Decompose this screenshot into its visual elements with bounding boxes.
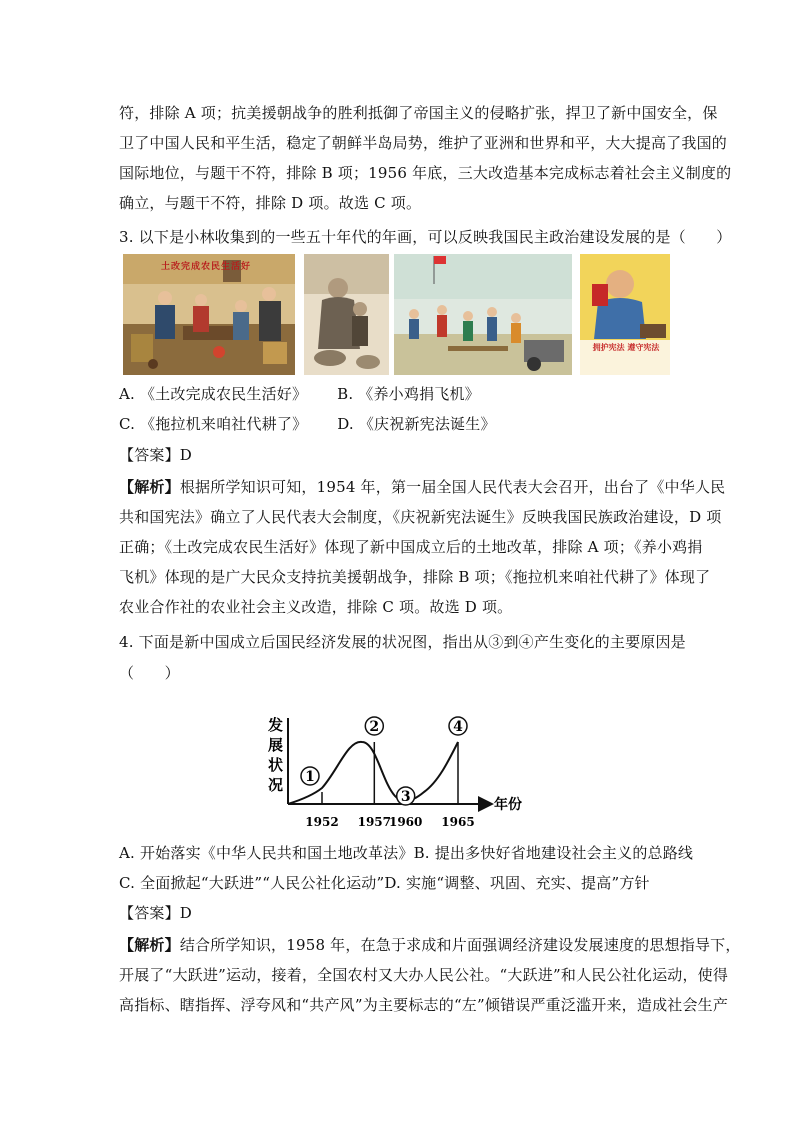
option-a-text: A. 《土改完成农民生活好》 xyxy=(119,385,308,403)
y-axis-label-char: 展 xyxy=(268,736,284,754)
y-axis-label xyxy=(267,716,283,794)
poster-land-reform-image xyxy=(123,254,295,375)
question-4-stem-blank: （ ） xyxy=(119,664,180,682)
text-line: 国际地位，与题干不符，排除 B 项；1956 年底，三大改造基本完成标志着社会主义制度的 xyxy=(119,164,732,182)
analysis-line: 高指标、瞎指挥、浮夸风和“共产风”为主要标志的“左”倾错误严重泛滥开来，造成社会生产 xyxy=(119,996,729,1014)
analysis-label: 【解析】 xyxy=(119,478,180,496)
point-label: 3 xyxy=(400,789,411,805)
poster-raise-chickens-image xyxy=(304,254,389,375)
poster-caption: 拥护宪法 遵守宪法 xyxy=(592,343,660,352)
option-a xyxy=(119,384,480,404)
option-d-text: D. 《庆祝新宪法诞生》 xyxy=(337,415,496,433)
y-axis-label-char: 况 xyxy=(268,776,284,794)
analysis-line xyxy=(119,477,725,497)
text-line: 卫了中国人民和平生活，稳定了朝鲜半岛局势，维护了亚洲和世界和平，大大提高了我国的 xyxy=(119,134,728,152)
poster-constitution-image xyxy=(580,254,670,375)
x-tick-label: 1952 xyxy=(305,815,339,829)
analysis-text: 根据所学知识可知，1954 年，第一届全国人民代表大会召开，出台了《中华人民 xyxy=(179,478,726,496)
economy-line-chart xyxy=(262,712,532,832)
text-line: 确立，与题干不符，排除 D 项。故选 C 项。 xyxy=(119,194,422,212)
poster-caption: 土改完成农民生活好 xyxy=(161,262,252,272)
analysis-label: 【解析】 xyxy=(119,936,180,954)
analysis-line: 正确；《土改完成农民生活好》体现了新中国成立后的土地改革，排除 A 项；《养小鸡捐 xyxy=(119,538,703,556)
analysis-line: 开展了“大跃进”运动，接着，全国农村又大办人民公社。“大跃进”和人民公社化运动，使得 xyxy=(119,966,729,984)
x-axis-label: 年份 xyxy=(494,797,522,813)
analysis-text: 结合所学知识，1958 年，在急于求成和片面强调经济建设发展速度的思想指导下， xyxy=(179,936,741,954)
option-b-text: B. 《养小鸡捐飞机》 xyxy=(337,385,480,403)
question-4-stem: 4. 下面是新中国成立后国民经济发展的状况图，指出从③到④产生变化的主要原因是 xyxy=(119,633,686,651)
poster-tractor-image xyxy=(394,254,572,375)
x-tick-label: 1965 xyxy=(441,815,475,829)
analysis-line: 飞机》体现的是广大民众支持抗美援朝战争，排除 B 项；《拖拉机来咱社代耕了》体现了 xyxy=(119,568,711,586)
y-axis-label-char: 状 xyxy=(268,756,284,774)
q4-options-ab: A. 开始落实《中华人民共和国土地改革法》B. 提出多快好省地建设社会主义的总路线 xyxy=(119,844,694,862)
answer-label: 【答案】D xyxy=(119,904,193,922)
option-c-text: C. 《拖拉机来咱社代耕了》 xyxy=(119,415,308,433)
point-label: 4 xyxy=(453,719,463,735)
text-line: 符，排除 A 项；抗美援朝战争的胜利抵御了帝国主义的侵略扩张，捍卫了新中国安全，保 xyxy=(119,104,718,122)
point-label: 1 xyxy=(305,769,315,785)
analysis-line: 农业合作社的农业社会主义改造，排除 C 项。故选 D 项。 xyxy=(119,598,513,616)
x-tick-label: 1960 xyxy=(388,815,423,829)
answer-label: 【答案】D xyxy=(119,446,193,464)
analysis-line xyxy=(119,935,741,955)
option-c xyxy=(119,414,496,434)
point-label: 2 xyxy=(369,719,380,735)
question-3-stem: 3. 以下是小林收集到的一些五十年代的年画，可以反映我国民主政治建设发展的是（ ） xyxy=(119,228,732,246)
analysis-line: 共和国宪法》确立了人民代表大会制度，《庆祝新宪法诞生》反映我国民族政治建设，D 项 xyxy=(119,508,722,526)
q4-options-cd: C. 全面掀起“大跃进”“人民公社化运动”D. 实施“调整、巩固、充实、提高”方针 xyxy=(119,874,650,892)
x-tick-label: 1957 xyxy=(357,815,392,829)
y-axis-label-char: 发 xyxy=(268,716,284,734)
